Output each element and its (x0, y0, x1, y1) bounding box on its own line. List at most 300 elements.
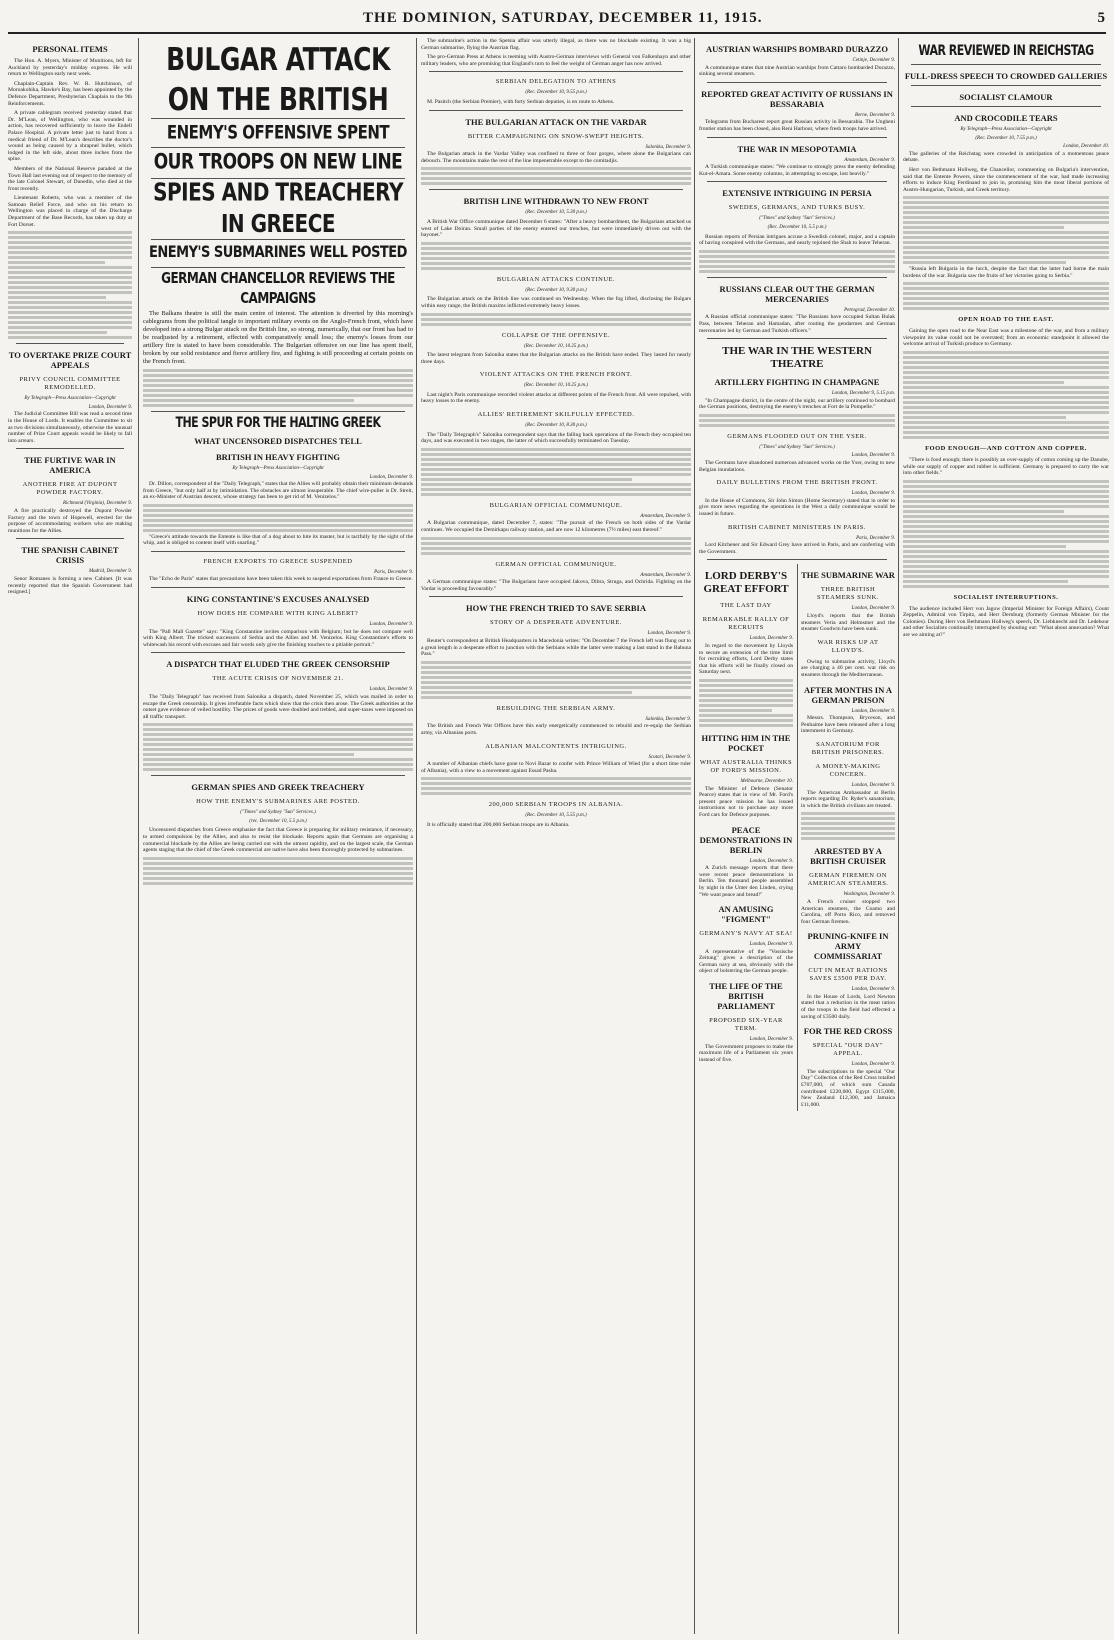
article-paragraph: "There is food enough; there is possibly an over-supply of cotton coming up the Danube, while our supply of copper and rubber is sufficient. Germany is prepared to carry the war into other fields." (903, 456, 1109, 477)
split-left (699, 564, 793, 1111)
text-line (903, 485, 1109, 488)
text-line (903, 356, 1109, 359)
persia-heading: EXTENSIVE INTRIGUING IN PERSIA (722, 188, 872, 199)
prize-court-subheading: PRIVY COUNCIL COMMITTEE REMODELLED. (19, 376, 121, 392)
divider (16, 343, 124, 344)
figment-heading: AN AMUSING "FIGMENT" (718, 904, 774, 925)
dateline: Salonika, December 9. (645, 144, 691, 150)
article-paragraph: Russian reports of Persian intrigues accuse a Swedish colonel, major, and a captain of having conspired with the Germans, and nearly rejoined the Shah to leave Teheran. (699, 233, 895, 247)
dateline: (Rec. December 10, 9.55 p.m.) (525, 90, 587, 96)
divider (16, 538, 124, 539)
text-line (421, 473, 691, 476)
text-line (143, 369, 413, 372)
divider (707, 338, 887, 339)
rebuilding-heading: REBUILDING THE SERBIAN ARMY. (496, 704, 616, 712)
split-section (699, 564, 895, 1111)
article-paragraph: The American Ambassador at Berlin reports regarding Dr. Ryder's sanatorium, in which the British civilians are treated. (801, 789, 895, 809)
text-line (143, 509, 413, 512)
dateline: Amsterdam, December 9. (640, 572, 691, 578)
text-line (903, 396, 1109, 399)
export-heading: FRENCH EXPORTS TO GREECE SUSPENDED (203, 557, 353, 565)
dateline: London, December 9. (851, 708, 895, 714)
french-heading: HOW THE FRENCH TRIED TO SAVE SERBIA (466, 603, 646, 614)
text-line (699, 709, 772, 712)
text-line (903, 510, 1064, 513)
byline: ("Times" and Sydney "Sun" Services.) (240, 810, 316, 816)
article-paragraph: "In Champagne district, in the centre of the night, our artillery continued to bombard the German positions, destroying the enemy's trenches at Fort de la Pompelle." (699, 397, 895, 411)
text-line (421, 242, 691, 245)
text-line (903, 525, 1109, 528)
dateline: London, December 9, 5.15 p.m. (831, 391, 895, 397)
byline: By Telegraph—Press Association—Copyright (232, 466, 324, 471)
dateline: Paris, December 9. (856, 535, 895, 541)
divider (151, 147, 405, 148)
article-paragraph: Lloyd's reports that the British steamers Veria and Helmsmer and the steamer Goodwin have been sunk. (801, 613, 895, 633)
spur-subheading: WHAT UNCENSORED DISPATCHES TELL (194, 436, 362, 446)
dateline: Richmond (Virginia), December 9. (62, 501, 132, 507)
western-theatre-heading: THE WAR IN THE WESTERN THEATRE (722, 345, 872, 371)
text-line (421, 323, 691, 326)
dateline: Amsterdam, December 9. (640, 513, 691, 519)
text-line (903, 505, 1109, 508)
divider (911, 106, 1101, 107)
filler-text (421, 448, 691, 496)
text-line (143, 743, 413, 746)
article-paragraph: Lieutenant Roberts, who was a member of the Samoan Relief Force, and who on his return to Wellington was placed in charge of the Discharge Department of the Base Records, has taken up duty at Fort Dorset. (8, 195, 132, 228)
article-paragraph: A fire practically destroyed the Dupont Powder Factory and the town of Hopewell, erected for the purpose of accommodating workers who are making munitions for the Allies. (8, 508, 132, 534)
text-line (801, 837, 895, 840)
text-line (8, 311, 132, 314)
text-line (143, 748, 413, 751)
article-paragraph: A Zurich message reports that there were recent peace demonstrations in Berlin. Ten thousand people assembled by night in the Unter den Linden, crying "We want peace and bread!" (699, 865, 793, 898)
text-line (8, 286, 132, 289)
article-paragraph: The audience included Herr von Jagow (Imperial Minister for Foreign Affairs), Count Zeppelin, Admiral von Tirpitz, and Herr Dernburg (formerly German Minister for the Colonies). During Herr von Bethmann Hollweg's speech, Dr. Liebknecht and Dr. Ledebour and other Socialists continually interrupted by shouting out: "What about annexation? What are we aiming at?" (903, 605, 1109, 639)
text-line (143, 872, 413, 875)
dateline: (Rec. December 10, 8.30 p.m.) (525, 423, 587, 429)
dateline: London, December 9. (647, 631, 691, 637)
text-line (699, 679, 793, 682)
text-line (903, 246, 1109, 249)
food-subheading: FOOD ENOUGH—AND COTTON AND COPPER. (925, 444, 1087, 452)
text-line (903, 421, 1109, 424)
text-line (903, 371, 1109, 374)
text-line (8, 261, 105, 264)
text-line (143, 374, 413, 377)
text-line (8, 336, 132, 339)
text-line (903, 282, 1109, 285)
dateline: Berne, December 9. (855, 112, 895, 118)
german-communique-heading: GERMAN OFFICIAL COMMUNIQUE. (495, 560, 617, 568)
text-line (903, 376, 1109, 379)
divider (911, 85, 1101, 86)
bessarabia-heading: REPORTED GREAT ACTIVITY OF RUSSIANS IN BESSARABIA (701, 88, 893, 109)
headline-deck: GERMAN CHANCELLOR REVIEWS THE CAMPAIGNS (161, 269, 395, 307)
filler-text (143, 723, 413, 771)
text-line (903, 411, 1109, 414)
divider (429, 596, 683, 597)
text-line (903, 416, 1066, 419)
filler-text (421, 313, 691, 326)
text-line (143, 524, 413, 527)
red-cross-subheading: SPECIAL "OUR DAY" APPEAL. (812, 1042, 884, 1058)
western-theatre-subheading: ARTILLERY FIGHTING IN CHAMPAGNE (714, 377, 880, 388)
byline: By Telegraph—Press Association—Copyright (24, 396, 116, 402)
text-line (903, 550, 1109, 553)
dateline: Madrid, December 9. (88, 569, 132, 575)
text-line (903, 401, 1109, 404)
text-line (903, 196, 1109, 199)
spur-subheading: BRITISH IN HEAVY FIGHTING (216, 452, 340, 462)
text-line (421, 478, 632, 481)
text-line (903, 261, 1066, 264)
article-paragraph: The "Echo de Paris" states that precautions have been taken this week to suspend exportations from France to Greece. (149, 576, 413, 583)
text-line (421, 318, 691, 321)
filler-text (143, 369, 413, 407)
text-line (421, 681, 691, 684)
article-paragraph: The latest telegram from Salonika states that the Bulgarian attacks on the British have ended. They lasted for nearly three days. (421, 352, 691, 365)
text-line (143, 399, 354, 402)
article-paragraph: The "Daily Telegraph" has received from Salonika a dispatch, dated November 25, which was mailed in order to escape the Greek censorship. It gives irrefutable facts which show that the crisis then arose. The Greek authorities at the outset gave evidence of veiled hostility. The prices of goods were doubled and trebled, and super-taxes were imposed on all traffic transport. (143, 693, 413, 720)
text-line (421, 463, 691, 466)
article-paragraph: A French cruiser stopped two American steamers, the Coamo and Carolina, off Porto Rico, and removed four German firemen. (801, 898, 895, 925)
filler-text (903, 480, 1109, 588)
dateline: London, December 9. (851, 1062, 895, 1068)
text-line (143, 504, 413, 507)
text-line (421, 777, 691, 780)
main-headline: BULGAR ATTACK ON THE BRITISH (166, 41, 390, 118)
text-line (903, 575, 1109, 578)
byline: By Telegraph—Press Association—Copyright (960, 127, 1052, 132)
text-line (143, 394, 413, 397)
reichstag-deck: SOCIALIST CLAMOUR (959, 92, 1053, 102)
dateline: London, December 9. (749, 942, 793, 948)
text-line (421, 542, 691, 545)
text-line (903, 287, 1109, 290)
text-line (143, 857, 413, 860)
furtive-war-subheading: ANOTHER FIRE AT DUPONT POWDER FACTORY. (22, 481, 118, 497)
british-line-heading: BRITISH LINE WITHDRAWN TO NEW FRONT (463, 196, 649, 207)
text-line (699, 424, 895, 427)
text-line (699, 704, 793, 707)
dateline: London, December 9. (749, 636, 793, 642)
article-paragraph: Owing to submarine activity, Lloyd's are charging a 40 per cent. war risk on steamers through the Mediterranean. (801, 658, 895, 678)
text-line (421, 666, 691, 669)
peace-heading: PEACE DEMONSTRATIONS IN BERLIN (699, 824, 793, 855)
column-4 (694, 38, 899, 1634)
personal-items-heading: PERSONAL ITEMS (32, 44, 108, 54)
text-line (903, 426, 1109, 429)
text-line (421, 686, 691, 689)
text-line (903, 585, 1109, 588)
text-line (903, 560, 1109, 563)
dateline: London, December 9. (749, 1037, 793, 1043)
text-line (903, 231, 1109, 234)
vardar-subheading: BITTER CAMPAIGNING ON SNOW-SWEPT HEIGHTS. (467, 132, 645, 140)
text-line (903, 520, 1109, 523)
text-line (699, 699, 793, 702)
text-line (421, 782, 691, 785)
text-line (903, 500, 1109, 503)
article-paragraph: Members of the National Reserve paraded at the Town Hall last evening out of respect to the memory of the late Colonel Stewart, of Dunedin, who died at the front recently. (8, 165, 132, 192)
text-line (699, 419, 895, 422)
text-line (8, 256, 132, 259)
text-line (903, 221, 1109, 224)
ministers-heading: BRITISH CABINET MINISTERS IN PARIS. (728, 523, 866, 531)
dateline: (Rec. December 10, 10.25 p.m.) (524, 343, 588, 349)
text-line (699, 694, 793, 697)
submarine-subheading: THREE BRITISH STEAMERS SUNK. (817, 586, 879, 602)
prize-court-heading: TO OVERTAKE PRIZE COURT APPEALS (8, 350, 132, 371)
filler-text (421, 537, 691, 555)
byline: ("Times" and Sydney "Sun" Services.) (759, 444, 835, 450)
dateline: London, December 9. (369, 687, 413, 693)
dateline: London, December 9. (369, 621, 413, 627)
dateline: London, December 9. (851, 606, 895, 612)
divider (16, 448, 124, 449)
divider (429, 110, 683, 111)
divider (707, 82, 887, 83)
dateline: London, December 9. (851, 782, 895, 788)
submarine-heading: THE SUBMARINE WAR (801, 570, 895, 581)
filler-text (421, 777, 691, 795)
text-line (699, 255, 895, 258)
filler-text (421, 167, 691, 185)
text-line (903, 391, 1109, 394)
article-paragraph: A Turkish communique states: "We continue to strongly press the enemy defending Kut-el-Amara. Some enemy columns, in attempting to escape, lost heavily." (699, 164, 895, 177)
text-line (699, 689, 793, 692)
text-line (903, 495, 1109, 498)
spur-heading: THE SPUR FOR THE HALTING GREEK (175, 414, 381, 431)
persia-subheading: SWEDES, GERMANS, AND TURKS BUSY. (728, 204, 866, 212)
dateline: (Rec. December 10, 10.25 p.m.) (524, 383, 588, 389)
article-paragraph: A Bulgarian communique, dated December 7, states: "The pursuit of the French on both sides of the Vardar continues. We occupied the Demirkapu railway station, and are now 12 kilometres (7½ miles) east thereof." (421, 520, 691, 534)
filler-text (421, 661, 691, 699)
dateline: London, December 9. (851, 491, 895, 497)
violent-heading: VIOLENT ATTACKS ON THE FRENCH FRONT. (479, 371, 633, 379)
bulletins-heading: DAILY BULLETINS FROM THE BRITISH FRONT. (716, 479, 878, 487)
text-line (8, 321, 132, 324)
byline: ("Times" and Sydney "Sun" Services.) (759, 216, 835, 222)
albanian-heading: ALBANIAN MALCONTENTS INTRIGUING. (485, 742, 627, 750)
text-line (143, 768, 413, 771)
text-line (903, 206, 1109, 209)
text-line (699, 270, 895, 273)
text-line (903, 555, 1109, 558)
spies-heading: GERMAN SPIES AND GREEK TREACHERY (191, 782, 365, 793)
pruning-heading: PRUNING-KNIFE IN ARMY COMMISSARIAT (807, 931, 889, 962)
text-line (8, 236, 132, 239)
text-line (8, 331, 107, 334)
sanatorium-heading: SANATORIUM FOR BRITISH PRISONERS. (811, 740, 885, 756)
text-line (421, 177, 691, 180)
text-line (421, 671, 691, 674)
text-line (143, 867, 413, 870)
filler-text (143, 857, 413, 885)
text-line (421, 247, 691, 250)
text-line (143, 738, 413, 741)
text-line (143, 379, 413, 382)
text-line (903, 381, 1064, 384)
text-line (143, 384, 413, 387)
french-subheading: STORY OF A DESPERATE ADVENTURE. (490, 619, 622, 627)
article-paragraph: The "Pall Mall Gazette" says: "King Constantine invites comparison with Belgium; but he does not compare well with King Albert. The tricked successors of Serbia and the Allies and M. Venizelos. King Constantine's efforts to whitewash his record with excuses and fair words only give the finishing touches to a pitiable portrait." (143, 628, 413, 648)
article-paragraph: A British War Office communique dated December 6 states: "After a heavy bombardment, the Bulgarians attacked us west of Lake Doiran. Small parties of the enemy entered our trenches, but were immediately driven out with the bayonet." (421, 218, 691, 239)
collapse-heading: COLLAPSE OF THE OFFENSIVE. (501, 331, 611, 339)
text-line (903, 436, 1109, 439)
text-line (903, 431, 1109, 434)
article-paragraph: A private cablegram received yesterday stated that Dr. M'Lean, of Wellington, who was wounded in action, has recovered sufficiently to leave the Endell Palace Hospital. A private letter just to hand from a medical friend of Dr. M'Lean's describes the doctor's wound as being caused by a shrapnel bullet, which lodged in the left side, about three inches from the spine. (8, 110, 132, 163)
text-line (903, 297, 1109, 300)
article-paragraph: It is officially stated that 200,000 Serbian troops are in Albania. (427, 821, 570, 828)
dateline: (Rec. December 10, 9.30 p.m.) (525, 287, 587, 293)
text-line (421, 262, 691, 265)
text-line (421, 537, 691, 540)
dateline: London, December 9. (851, 453, 895, 459)
column-1 (8, 38, 135, 1634)
text-line (801, 822, 895, 825)
text-line (143, 877, 413, 880)
article-paragraph: Messrs. Thompson, Bryceson, and Penhaime have been released after a long internment in Germany. (801, 715, 895, 735)
text-line (699, 260, 895, 263)
text-line (699, 250, 895, 253)
dateline: (Rec. December 10, 5.55 p.m.) (525, 813, 587, 819)
filler-text (699, 414, 895, 427)
dateline: London, December 9. (88, 404, 132, 410)
text-line (903, 366, 1109, 369)
article-paragraph: A communique states that nine Austrian warships from Cattaro bombarded Durazzo, sinking several steamers. (699, 64, 895, 78)
derby-subheading: THE LAST DAY (720, 602, 772, 610)
dateline: (Rec. December 10, 7.55 p.m.) (975, 135, 1037, 141)
text-line (143, 862, 413, 865)
filler-text (699, 250, 895, 273)
text-line (903, 480, 1109, 483)
reichstag-deck: AND CROCODILE TEARS (954, 113, 1058, 123)
red-cross-heading: FOR THE RED CROSS (803, 1026, 893, 1037)
divider (429, 189, 683, 190)
masthead-title: THE DOMINION, SATURDAY, DECEMBER 11, 1915. (363, 9, 763, 26)
text-line (143, 763, 413, 766)
cruiser-subheading: GERMAN FIREMEN ON AMERICAN STEAMERS. (807, 872, 889, 888)
text-line (8, 281, 132, 284)
divider (429, 71, 683, 72)
text-line (143, 882, 413, 885)
spanish-cabinet-heading: THE SPANISH CABINET CRISIS (21, 545, 119, 566)
pruning-subheading: CUT IN MEAT RATIONS SAVES £3500 PER DAY. (808, 967, 888, 983)
column-5 (898, 38, 1109, 1634)
article-paragraph: Last night's Paris communique recorded violent attacks at different points of the French front. All were repulsed, with heavy losses to the enemy. (421, 391, 691, 405)
serbian-delegation-heading: SERBIAN DELEGATION TO ATHENS (495, 78, 617, 86)
text-line (903, 406, 1109, 409)
column-2 (138, 38, 417, 1634)
text-line (8, 291, 132, 294)
divider (151, 587, 405, 588)
parliament-heading: THE LIFE OF THE BRITISH PARLIAMENT (709, 981, 783, 1012)
text-line (143, 733, 413, 736)
text-line (421, 676, 691, 679)
figment-subheading: GERMANY'S NAVY AT SEA! (699, 930, 793, 938)
vardar-heading: THE BULGARIAN ATTACK ON THE VARDAR (465, 116, 647, 127)
lead-paragraph: The Balkans theatre is still the main centre of interest. The attention is diverted by this morning's cablegrams from the political tangle to important military events on the Anglo-French front, which have developed into a strong Bulgar attack on the British line, so strong, numerically, that our front has had to be readjusted by a retirement, effected with comparatively small loss; the enemy's losses from our artillery fire is stated to have been considerable. The Bulgarian offensive on our line has spent itself, broken by our solid resistance and fierce artillery fire, and fighting is still proceeding at certain points on the French front. (143, 310, 413, 365)
dispatch-subheading: THE ACUTE CRISIS OF NOVEMBER 21. (212, 675, 344, 683)
text-line (421, 787, 691, 790)
text-line (801, 817, 895, 820)
divider (707, 277, 887, 278)
text-line (421, 691, 632, 694)
text-line (801, 812, 895, 815)
article-paragraph: The subscriptions to the special "Our Day" Collection of the Red Cross totalled £707,000, of which sum Canada contributed £220,000, Egypt £115,000, New Zealand £12,300, and Jamaica £11,000. (801, 1068, 895, 1108)
text-line (903, 226, 1064, 229)
mesopotamia-heading: THE WAR IN MESOPOTAMIA (737, 143, 857, 154)
headline-deck: ENEMY'S OFFENSIVE SPENT (166, 120, 390, 144)
filler-text (801, 812, 895, 840)
text-line (801, 832, 895, 835)
article-paragraph: The Government proposes to make the maximum life of a Parliament six years instead of five. (699, 1043, 793, 1063)
text-line (421, 167, 691, 170)
filler-text (699, 679, 793, 727)
text-line (903, 565, 1109, 568)
divider (151, 775, 405, 776)
article-paragraph: A German communique states: "The Bulgarians have occupied Jakova, Dibra, Struga, and Ochrida. Fighting on the Vardar is proceeding favourably." (421, 579, 691, 592)
text-line (903, 292, 1109, 295)
text-line (903, 361, 1109, 364)
attacks-heading: BULGARIAN ATTACKS CONTINUE. (496, 275, 616, 283)
text-line (8, 296, 106, 299)
article-paragraph: The submarine's action in the Spetsia affair was utterly illegal, as there was no blockade existing. It was a big German submarine, flying the Austrian flag. (421, 38, 691, 51)
article-paragraph: M. Pasitch (the Serbian Premier), with forty Serbian deputies, is en route to Athens. (427, 98, 615, 105)
troops-heading: 200,000 SERBIAN TROOPS IN ALBANIA. (488, 801, 624, 809)
divider (707, 559, 887, 560)
text-line (421, 488, 691, 491)
article-paragraph: Senor Romanes is forming a new Cabinet. [It was recently reported that the Spanish Government had resigned.] (8, 575, 132, 596)
article-paragraph: The Germans have abandoned numerous advanced works on the Yser, owing to new Belgian inundations. (699, 460, 895, 473)
text-line (8, 246, 132, 249)
reichstag-deck: FULL-DRESS SPEECH TO CROWDED GALLERIES (904, 71, 1108, 81)
filler-text (8, 231, 132, 339)
cruiser-heading: ARRESTED BY A BRITISH CRUISER (810, 846, 886, 867)
dateline: (Rec. December 10, 5.30 p.m.) (525, 210, 587, 216)
dateline: Cetinje, December 9. (852, 58, 895, 63)
text-line (143, 728, 413, 731)
text-line (421, 257, 691, 260)
text-line (421, 493, 691, 496)
dateline: Melbourne, December 10. (740, 778, 793, 784)
dateline: (Rec. December 10, 5.5 p.m.) (767, 224, 827, 230)
dateline: Salonika, December 9. (645, 716, 691, 722)
text-line (421, 252, 691, 255)
text-line (143, 514, 413, 517)
text-line (421, 547, 691, 550)
headline-deck: SPIES AND TREACHERY IN GREECE (153, 176, 403, 238)
article-paragraph: The galleries of the Reichstag were crowded in anticipation of a momentous peace debate. (903, 150, 1109, 164)
retirement-heading: ALLIES' RETIREMENT SKILFULLY EFFECTED. (477, 411, 635, 419)
text-line (143, 758, 413, 761)
mercenaries-heading: RUSSIANS CLEAR OUT THE GERMAN MERCENARIES (719, 283, 875, 304)
text-line (903, 540, 1109, 543)
filler-text (903, 351, 1109, 439)
page-number: 5 (1097, 9, 1106, 26)
article-paragraph: The pro-German Press at Athens is teeming with Austro-German interviews with General von Falkenhayn and other military leaders, who are promising that England's turn to feel the weight of German anger has now arrived. (421, 54, 691, 67)
furtive-war-heading: THE FURTIVE WAR IN AMERICA (24, 455, 116, 476)
headline-deck: ENEMY'S SUBMARINES WELL POSTED (149, 243, 407, 262)
article-paragraph: The Minister of Defence (Senator Pearce) states that in view of Mr. Ford's present peace mission he has issued instructions not to purchase any more Ford cars for Defence purposes. (699, 785, 793, 818)
text-line (421, 267, 691, 270)
divider (707, 181, 887, 182)
text-line (143, 389, 413, 392)
dateline: (rec. December 10, 5.5 p.m.) (249, 818, 307, 824)
article-paragraph: A representative of the "Vossische Zeitung" gives a description of the German navy at sea, obviously with the object of bolstering the German people. (699, 948, 793, 975)
article-paragraph: A number of Albanian chiefs have gone to Novi Bazar to confer with Prince William of Wied (for a short time ruler of Albania), with a view to a movement against Essad Pasha. (421, 761, 691, 774)
text-line (903, 216, 1109, 219)
